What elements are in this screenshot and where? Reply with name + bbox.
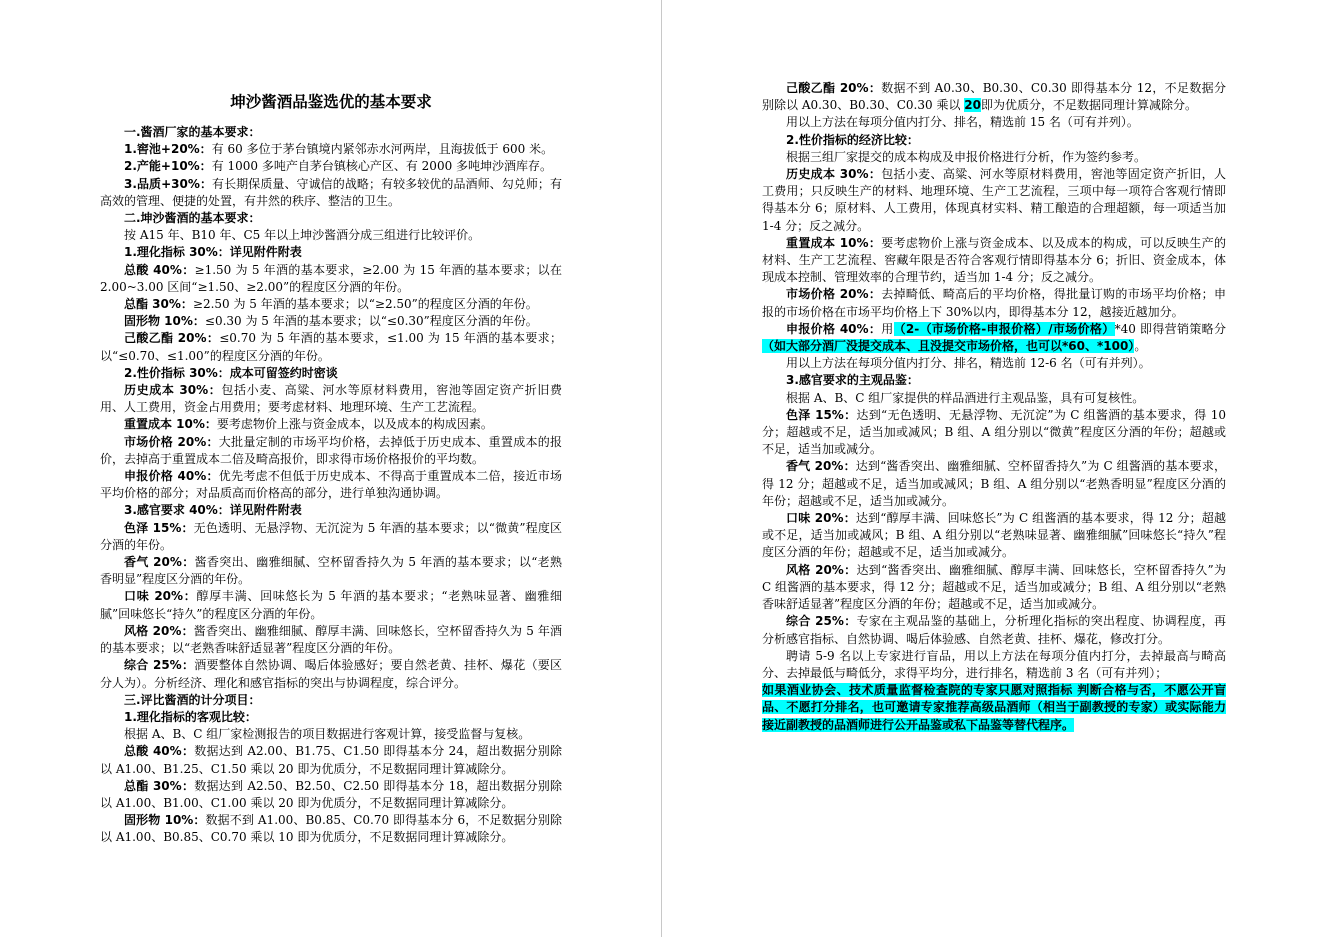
item-text: ≤0.30 为 5 年酒的基本要求；以“≤0.30”程度区分酒的年份。 xyxy=(204,314,538,329)
paragraph: 根据三组厂家提交的成本构成及申报价格进行分析，作为签约参考。 xyxy=(786,149,1147,164)
paragraph xyxy=(100,382,562,416)
item-label: 1.窖池+20%： xyxy=(124,142,212,157)
item-text: 酒要整体自然协调、喝后体验感好；要自然老黄、挂杯、爆花（要区分人为）。分析经济、理化和感官指标的突出与协调程度，综合评分。 xyxy=(100,658,562,690)
item-text: 达到“无色透明、无悬浮物、无沉淀”为 C 组酱酒的基本要求，得 10 分；超越或不足，适当加或减风；B 组、A 组分别以“微黄”程度区分酒的年份；超越或不足，适当加或减分。 xyxy=(762,407,1226,457)
paragraph xyxy=(100,743,562,777)
item-label: 总酯 30%： xyxy=(124,297,193,312)
paragraph: 聘请 5-9 名以上专家进行盲品，用以上方法在每项分值内打分，去掉最高与畸高分、去掉最低与畸低分，求得平均分，进行排名，精选前 3 名（可有并列）； xyxy=(762,648,1226,680)
item-text: ≤0.70 为 5 年酒的基本要求，≤1.00 为 15 年酒的基本要求；以“≤0.70、≤1.00”的程度区分酒的年份。 xyxy=(100,331,563,363)
item-label: 总酸 40%： xyxy=(124,262,195,277)
item-text: 数据达到 A2.00、B1.75、C1.50 即得基本分 24，超出数据分别除以 A1.00、B1.25、C1.50 乘以 20 即为优质分，不足数据同理计算减除分。 xyxy=(100,744,562,776)
paragraph xyxy=(100,330,562,364)
section-heading: 3.感官要求的主观品鉴： xyxy=(786,373,919,388)
paragraph xyxy=(100,262,562,296)
item-text: 用 xyxy=(881,321,894,336)
item-text: 去掉畸低、畸高后的平均价格，得批量订购的市场平均价格；申报的市场价格在市场平均价格上下 30%以内，即得基本分 12，越接近越加分。 xyxy=(762,287,1226,319)
section-heading: 一.酱酒厂家的基本要求： xyxy=(124,125,261,139)
item-text: 要考虑物价上涨与资金成本、以及成本的构成，可以反映生产的材料、生产工艺流程、窖藏年限是否符合客观行情即得基本分 6；折旧、资金成本，体现成本控制、管理效率的合理节约，适当加 1-4 分；反之减分。 xyxy=(762,235,1226,285)
item-text: 数据不到 A1.00、B0.85、C0.70 即得基本分 6，不足数据分别除以 A1.00、B0.85、C0.70 乘以 10 即为优质分，不足数据同理计算减除分。 xyxy=(100,813,562,845)
item-label: 香气 20%： xyxy=(786,459,856,474)
paragraph xyxy=(100,434,562,468)
item-text: 即为优质分，不足数据同理计算减除分。 xyxy=(980,98,1197,113)
paragraph xyxy=(762,510,1226,562)
paragraph xyxy=(100,176,562,210)
item-text: 包括小麦、高粱、河水等原材料费用，窖池等固定资产折旧，人工费用；只反映生产的材料、地理环境、生产工艺流程，三项中每一项符合客观行情即得基本分 6；原材料、人工费用，体现真材实料、精工酿造的合理超额，每一项适当加 1-4 分；反之减分。 xyxy=(762,167,1226,233)
paragraph xyxy=(762,235,1226,287)
paragraph xyxy=(100,158,562,175)
subsection-heading: 1.理化指标 30%：详见附件附表 xyxy=(124,245,302,260)
item-label: 综合 25%： xyxy=(124,658,195,673)
item-label: 口味 20%： xyxy=(786,511,856,526)
paragraph xyxy=(100,588,562,622)
paragraph xyxy=(100,296,562,313)
paragraph: 用以上方法在每项分值内打分、排名，精选前 12-6 名（可有并列）。 xyxy=(786,356,1151,371)
paragraph xyxy=(100,657,562,691)
paragraph xyxy=(762,286,1226,320)
item-label: 固形物 10%： xyxy=(124,314,205,329)
item-label: 总酯 30%： xyxy=(124,778,195,793)
item-text: 有长期保质量、守诚信的战略；有较多较优的品酒师、勾兑师；有高效的管理、便捷的处置，有井然的秩序、整洁的卫生。 xyxy=(100,176,562,208)
item-text: 。 xyxy=(1134,339,1147,354)
item-text: 酱香突出、幽雅细腻、空杯留香持久为 5 年酒的基本要求；以“老熟香明显”程度区分酒的年份。 xyxy=(100,555,562,587)
item-label: 香气 20%： xyxy=(124,555,195,570)
item-text: ≥1.50 为 5 年酒的基本要求，≥2.00 为 15 年酒的基本要求；以在 2.00~3.00 区间“≥1.50、≥2.00”的程度区分酒的年份。 xyxy=(100,262,562,294)
item-label: 市场价格 20%： xyxy=(124,434,219,449)
paragraph: 根据 A、B、C 组厂家检测报告的项目数据进行客观计算，接受监督与复核。 xyxy=(124,727,531,742)
paragraph xyxy=(762,562,1226,614)
section-heading: 二.坤沙酱酒的基本要求： xyxy=(124,211,261,226)
paragraph xyxy=(100,778,562,812)
item-label: 重置成本 10%： xyxy=(124,417,217,432)
item-text: 数据不到 A0.30、B0.30、C0.30 即得基本分 12，不足数据分别除以 A0.30、B0.30、C0.30 乘以 xyxy=(762,81,1226,113)
page-left-content xyxy=(100,72,562,847)
item-label: 色泽 15%： xyxy=(124,520,194,535)
item-text: 达到“醇厚丰满、回味悠长”为 C 组酱酒的基本要求，得 12 分；超越或不足，适当加或减风；B 组、A 组分别以“老熟味显著、幽雅细腻”回味悠长“持久”程度区分酒的年份；超越或不足，适当加或减分。 xyxy=(762,511,1226,560)
paragraph: 根据 A、B、C 组厂家提供的样品酒进行主观品鉴，具有可复核性。 xyxy=(786,390,1145,405)
item-label: 己酸乙酯 20%： xyxy=(786,81,882,95)
paragraph xyxy=(100,313,562,330)
item-text: 大批量定制的市场平均价格，去掉低于历史成本、重置成本的报价，去掉高于重置成本二倍及畸高报价，即求得市场价格报价的平均数。 xyxy=(100,434,562,466)
document-page-left xyxy=(0,0,661,937)
paragraph xyxy=(762,166,1226,235)
item-label: 2.产能+10%： xyxy=(124,159,212,174)
paragraph: 按 A15 年、B10 年、C5 年以上坤沙酱酒分成三组进行比较评价。 xyxy=(124,228,481,243)
document-title: 坤沙酱酒品鉴选优的基本要求 xyxy=(230,93,432,111)
item-text: 醇厚丰满、回味悠长为 5 年酒的基本要求；“老熟味显著、幽雅细腻”回味悠长“持久”的程度区分酒的年份。 xyxy=(100,589,562,621)
highlighted-text: 如果酒业协会、技术质量监督检查院的专家只愿对照指标 判断合格与否，不愿公开盲品、不愿打分排名，也可邀请专家推荐高级品酒师（相当于副教授的专家）或实际能力接近副教授的品酒师进行公开品鉴或私下品鉴等替代程序。 xyxy=(762,683,1226,732)
subsection-heading: 1.理化指标的客观比较： xyxy=(124,709,257,724)
item-label: 3.品质+30%： xyxy=(124,176,213,191)
item-label: 己酸乙酯 20%： xyxy=(124,331,220,346)
page-right-content xyxy=(762,80,1226,734)
item-text: ≥2.50 为 5 年酒的基本要求；以“≥2.50”的程度区分酒的年份。 xyxy=(192,297,538,312)
item-text: 包括小麦、高粱、河水等原材料费用，窖池等固定资产折旧费用、人工费用，资金占用费用；要考虑材料、地理环境、生产工艺流程。 xyxy=(100,383,562,415)
item-label: 固形物 10%： xyxy=(124,813,206,828)
highlighted-text: 20 xyxy=(964,98,981,113)
highlighted-text: （2-（市场价格-申报价格）/市场价格） xyxy=(893,321,1115,336)
item-text: 专家在主观品鉴的基础上，分析理化指标的突出程度、协调程度，再分析感官指标、自然协调、喝后体验感、自然老黄、挂杯、爆花，修改打分。 xyxy=(762,614,1226,646)
paragraph xyxy=(100,141,562,158)
item-label: 申报价格 40%： xyxy=(124,469,219,484)
paragraph xyxy=(762,321,1226,355)
paragraph xyxy=(100,554,562,588)
paragraph xyxy=(100,623,562,657)
item-text: 无色透明、无悬浮物、无沉淀为 5 年酒的基本要求；以“微黄”程度区分酒的年份。 xyxy=(100,520,562,552)
item-label: 口味 20%： xyxy=(124,589,197,604)
item-text: 酱香突出、幽雅细腻、醇厚丰满、回味悠长，空杯留香持久为 5 年酒的基本要求；以“老熟香味舒适显著”程度区分酒的年份。 xyxy=(100,623,562,656)
item-label: 风格 20%： xyxy=(124,623,194,638)
item-label: 市场价格 20%： xyxy=(786,287,882,302)
item-text: 优先考虑不但低于历史成本、不得高于重置成本二倍，接近市场平均价格的部分；对品质高而价格高的部分，进行单独沟通协调。 xyxy=(100,469,562,501)
item-text: 有 1000 多吨产自茅台镇核心产区、有 2000 多吨坤沙酒库存。 xyxy=(211,159,553,174)
paragraph xyxy=(100,520,562,554)
subsection-heading: 3.感官要求 40%：详见附件附表 xyxy=(124,503,302,518)
document-page-right xyxy=(663,0,1326,937)
item-text: 达到“酱香突出、幽雅细腻、空杯留香持久”为 C 组酱酒的基本要求，得 12 分；超越或不足，适当加或减风；B 组、A 组分别以“老熟香明显”程度区分酒的年份；超越或不足，适当加或减分。 xyxy=(762,459,1226,508)
paragraph xyxy=(762,458,1226,510)
section-heading: 2.性价指标的经济比较： xyxy=(786,132,919,147)
item-text: 有 60 多位于茅台镇境内紧邻赤水河两岸，且海拔低于 600 米。 xyxy=(211,142,554,157)
item-label: 总酸 40%： xyxy=(124,744,195,759)
paragraph xyxy=(762,613,1226,647)
subsection-heading: 2.性价指标 30%：成本可留签约时密谈 xyxy=(124,365,338,380)
paragraph: 用以上方法在每项分值内打分、排名，精选前 15 名（可有并列）。 xyxy=(786,115,1139,130)
highlighted-text: （如大部分酒厂没提交成本、且没提交市场价格，也可以*60、*100） xyxy=(762,339,1135,354)
item-text: 数据达到 A2.50、B2.50、C2.50 即得基本分 18，超出数据分别除以 A1.00、B1.00、C1.00 乘以 20 即为优质分，不足数据同理计算减除分。 xyxy=(100,778,562,810)
item-label: 风格 20%： xyxy=(786,562,857,577)
item-text: 达到“酱香突出、幽雅细腻、醇厚丰满、回味悠长，空杯留香持久”为 C 组酱酒的基本要求，得 12 分；超越或不足，适当加或减分；B 组、A 组分别以“老熟香味舒适显著”程度区分酒的年份；超越或不足，适当加或减分。 xyxy=(762,562,1226,612)
item-label: 历史成本 30%： xyxy=(786,167,882,182)
item-text: *40 即得营销策略分 xyxy=(1114,321,1226,336)
section-heading: 三.评比酱酒的计分项目： xyxy=(124,692,261,707)
paragraph xyxy=(100,468,562,502)
item-label: 历史成本 30%： xyxy=(124,383,222,398)
item-label: 重置成本 10%： xyxy=(786,235,882,250)
highlighted-paragraph xyxy=(762,682,1226,734)
paragraph xyxy=(762,80,1226,114)
paragraph xyxy=(100,416,562,433)
item-text: 要考虑物价上涨与资金成本，以及成本的构成因素。 xyxy=(216,417,493,432)
paragraph xyxy=(762,407,1226,459)
item-label: 申报价格 40%： xyxy=(786,321,882,336)
item-label: 色泽 15%： xyxy=(786,407,857,422)
paragraph xyxy=(100,812,562,846)
page-divider xyxy=(661,0,662,937)
item-label: 综合 25%： xyxy=(786,614,857,629)
